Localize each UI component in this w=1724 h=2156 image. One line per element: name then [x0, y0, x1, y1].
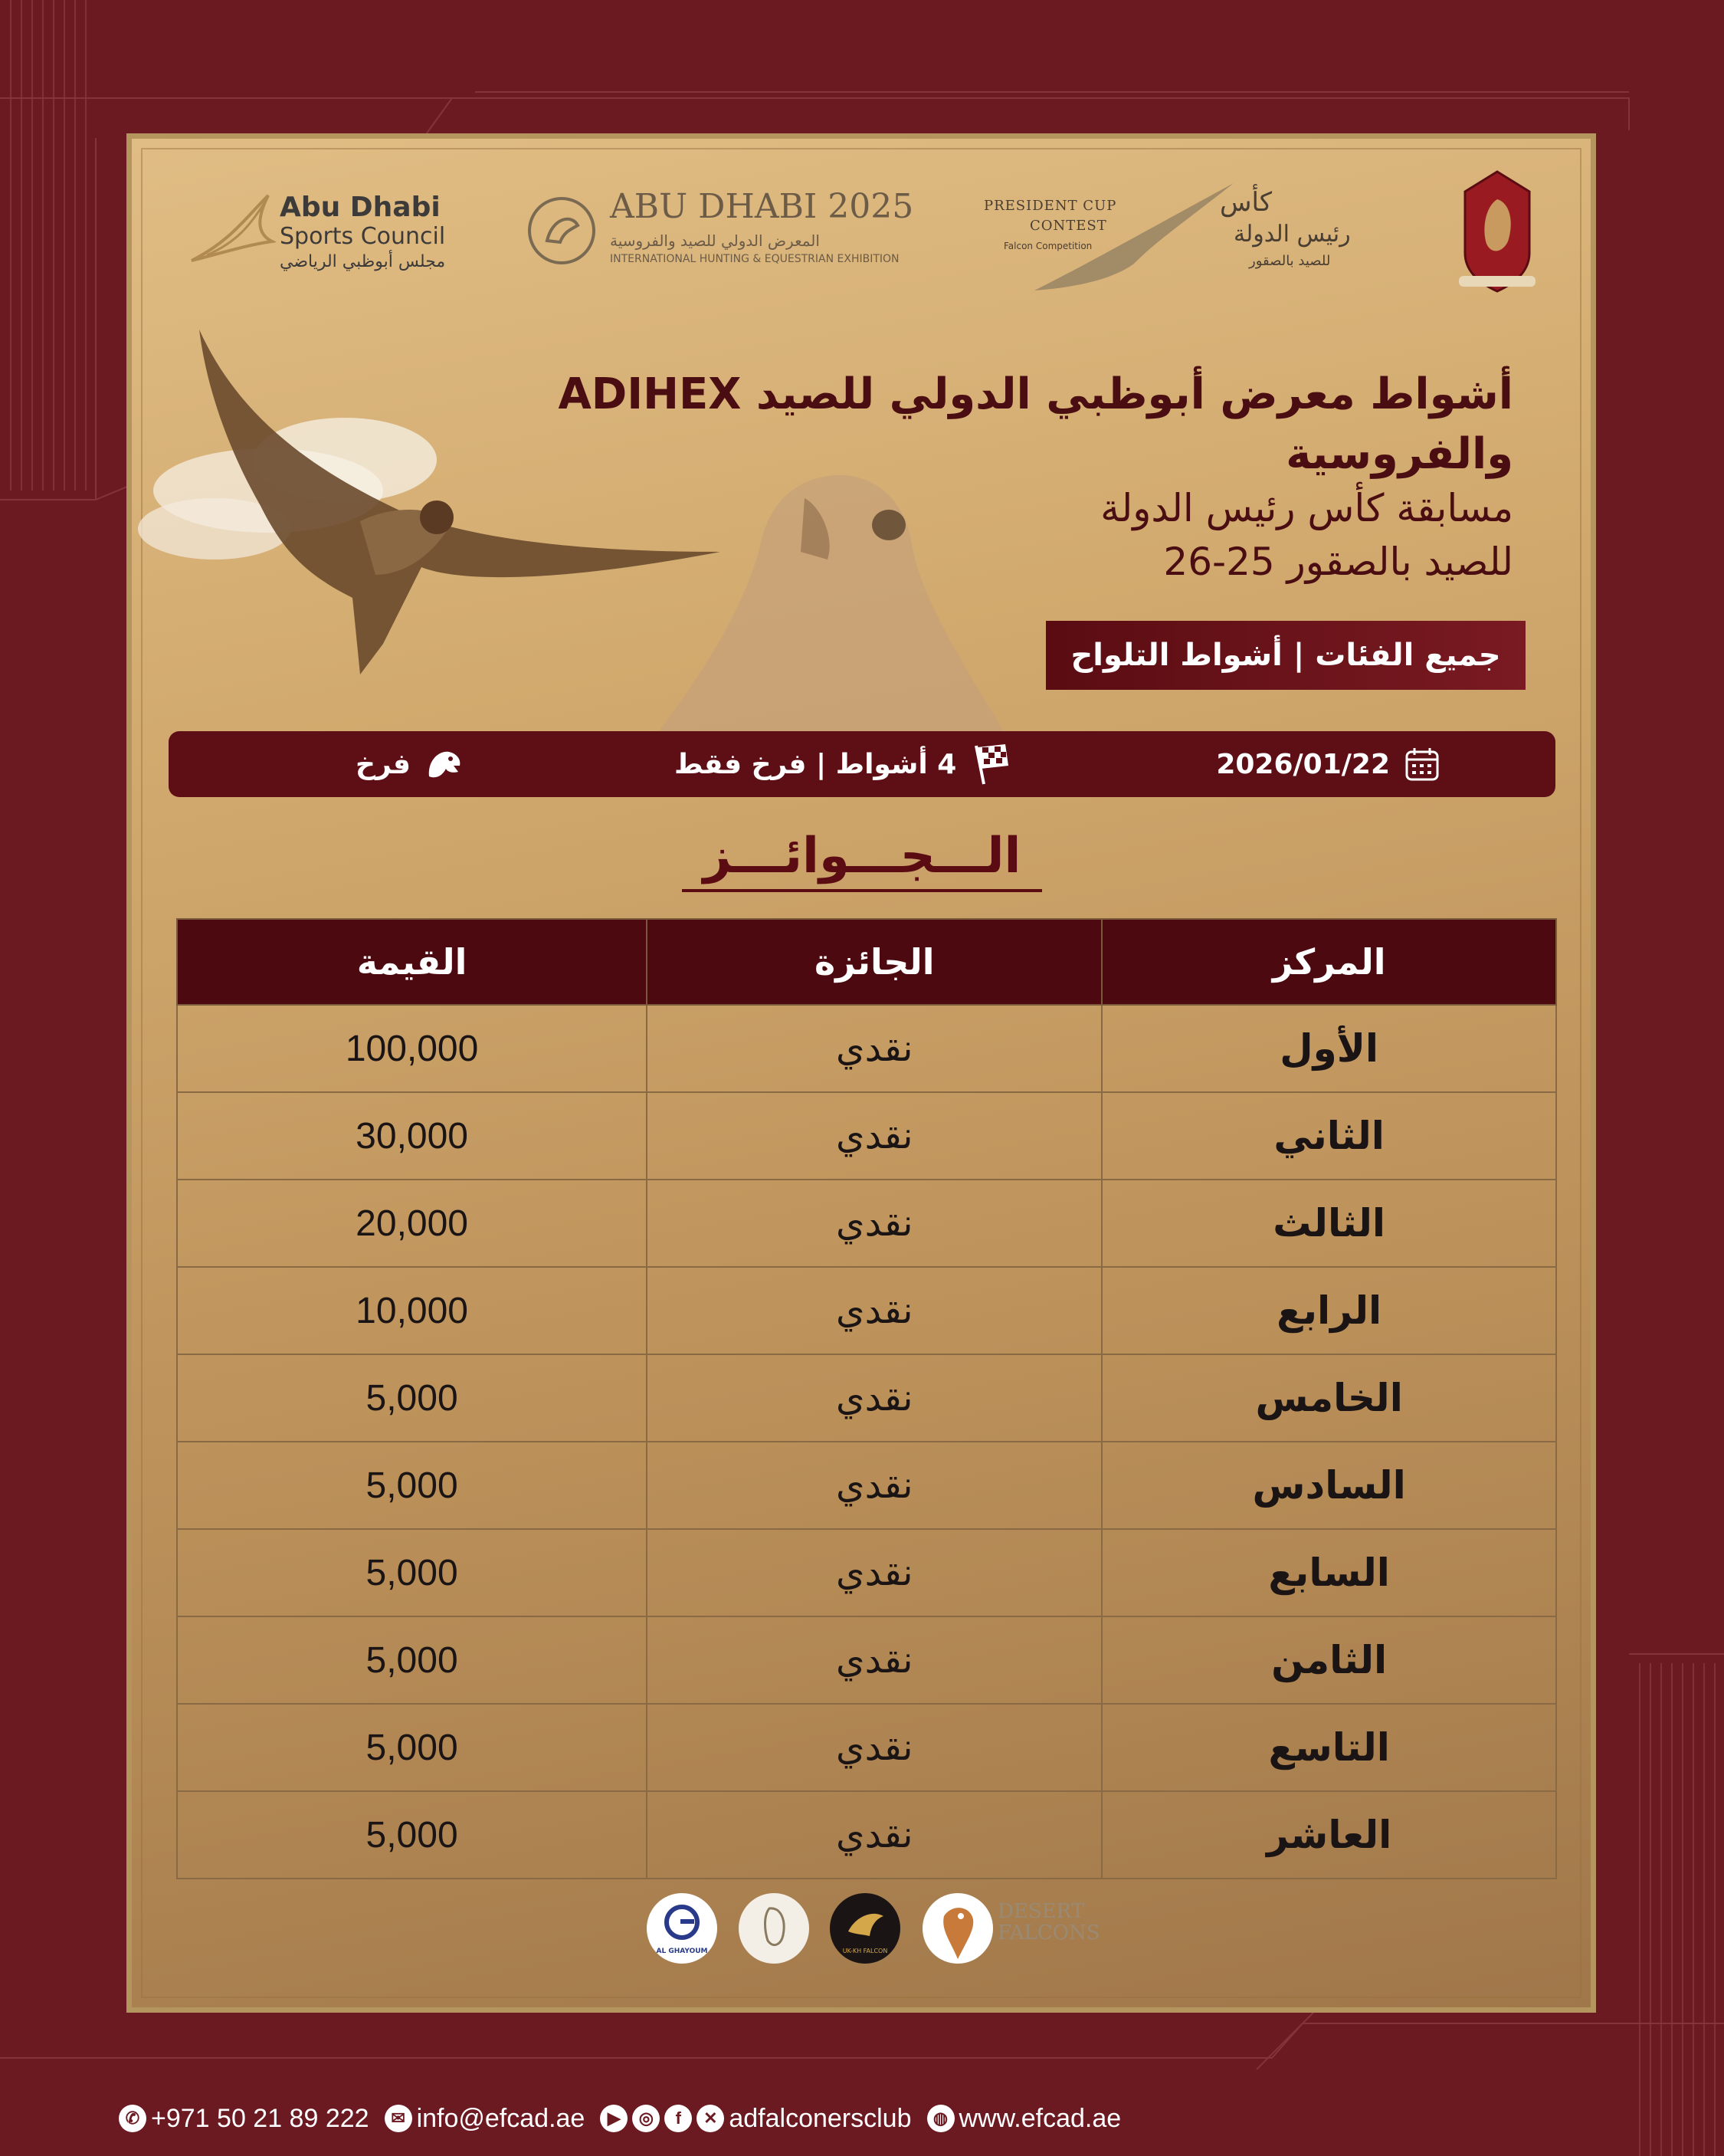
row-value: 100,000 [177, 1005, 647, 1092]
page-title-line1: أشواط معرض أبوظبي الدولي للصيد ADIHEX [558, 369, 1513, 419]
row-value: 5,000 [177, 1529, 647, 1616]
adihex-subtitle-en: INTERNATIONAL HUNTING & EQUESTRIAN EXHIBITION [610, 253, 900, 265]
row-value: 5,000 [177, 1354, 647, 1442]
column-header-prize: الجائزة [647, 919, 1102, 1005]
president-cup-falcon-icon [1027, 179, 1241, 294]
row-value: 20,000 [177, 1180, 647, 1267]
globe-icon: ◍ [927, 2105, 955, 2132]
prizes-title-underline [682, 889, 1042, 892]
desert-falcons-wordmark [998, 1901, 1100, 1944]
event-heats [674, 731, 1010, 797]
falcon-portrait-illustration [644, 460, 1042, 731]
row-position: السادس [1102, 1442, 1556, 1529]
calendar-icon [1404, 746, 1440, 783]
row-position: الثاني [1102, 1092, 1556, 1180]
president-cup-en-line3: Falcon Competition [1004, 241, 1093, 251]
footer-email[interactable]: info@efcad.ae [416, 2103, 585, 2133]
sports-council-name-ar: مجلس أبوظبي الرياضي [280, 252, 446, 271]
contact-footer [119, 2097, 1121, 2140]
row-prize: نقدي [647, 1092, 1102, 1180]
table-row [177, 1529, 1556, 1616]
al-ghayoum-logo [647, 1893, 717, 1964]
sports-council-name-line1: Abu Dhabi [280, 192, 441, 223]
adihex-logo [526, 187, 914, 271]
row-prize: نقدي [647, 1791, 1102, 1879]
youtube-icon[interactable]: ▶ [600, 2105, 628, 2132]
desert-falcons-line1: DESERT [998, 1900, 1085, 1923]
row-position: الخامس [1102, 1354, 1556, 1442]
email-icon: ✉ [385, 2105, 412, 2132]
prizes-table-header [177, 919, 1556, 1005]
subtitle-line1: مسابقة كأس رئيس الدولة [1100, 486, 1513, 530]
president-cup-ar-line2: رئيس الدولة [1234, 221, 1351, 248]
row-position: الثامن [1102, 1616, 1556, 1704]
row-prize: نقدي [647, 1180, 1102, 1267]
footer-phone[interactable]: +971 50 21 89 222 [151, 2103, 369, 2133]
row-prize: نقدي [647, 1442, 1102, 1529]
adihex-emblem-icon [526, 195, 598, 267]
event-heats-text: 4 أشواط | فرخ فقط [674, 748, 957, 780]
table-row [177, 1180, 1556, 1267]
president-cup-logo [981, 179, 1349, 294]
page-title-line2: والفروسية [1286, 429, 1513, 479]
row-position: العاشر [1102, 1791, 1556, 1879]
whatsapp-icon: ✆ [119, 2105, 146, 2132]
row-prize: نقدي [647, 1267, 1102, 1354]
row-value: 10,000 [177, 1267, 647, 1354]
row-value: 5,000 [177, 1791, 647, 1879]
row-prize: نقدي [647, 1354, 1102, 1442]
desert-falcons-line2: FALCONS [998, 1921, 1100, 1944]
event-category-text: فرخ [356, 748, 411, 780]
row-value: 5,000 [177, 1616, 647, 1704]
sports-council-name-line2: Sports Council [280, 223, 446, 250]
facebook-icon[interactable]: f [664, 2105, 692, 2132]
table-row [177, 1267, 1556, 1354]
president-cup-en-line1: PRESIDENT CUP [984, 198, 1117, 214]
al-ghayoum-text: AL GHAYOUM [656, 1948, 708, 1955]
table-row [177, 1616, 1556, 1704]
president-cup-ar-line1: كأس [1220, 187, 1273, 218]
row-value: 5,000 [177, 1704, 647, 1791]
category-badge: جميع الفئات | أشواط التلواح [1046, 621, 1526, 690]
adihex-title: ABU DHABI 2025 [610, 187, 914, 226]
sports-council-emblem-icon [184, 188, 276, 272]
row-prize: نقدي [647, 1616, 1102, 1704]
president-cup-en-line2: CONTEST [1030, 218, 1107, 234]
uk-falcon-logo [830, 1893, 900, 1964]
footer-social-handle[interactable]: adfalconersclub [729, 2103, 912, 2133]
row-prize: نقدي [647, 1529, 1102, 1616]
president-cup-ar-line3: للصيد بالصقور [1249, 253, 1331, 269]
adihex-subtitle-ar: المعرض الدولي للصيد والفروسية [610, 231, 820, 250]
prizes-table [176, 918, 1557, 1879]
event-date [1216, 731, 1440, 797]
row-position: الأول [1102, 1005, 1556, 1092]
subtitle-line2: للصيد بالصقور 25-26 [1163, 540, 1513, 584]
table-row [177, 1005, 1556, 1092]
table-row [177, 1791, 1556, 1879]
row-position: الثالث [1102, 1180, 1556, 1267]
column-header-position: المركز [1102, 919, 1556, 1005]
table-row [177, 1092, 1556, 1180]
row-value: 30,000 [177, 1092, 647, 1180]
sponsor-falcon-logo [739, 1893, 809, 1964]
table-row [177, 1704, 1556, 1791]
row-value: 5,000 [177, 1442, 647, 1529]
falcon-head-icon [424, 746, 463, 783]
row-position: التاسع [1102, 1704, 1556, 1791]
footer-website[interactable]: www.efcad.ae [959, 2103, 1122, 2133]
row-position: الرابع [1102, 1267, 1556, 1354]
falcon-crest-icon [1453, 169, 1542, 294]
event-info-bar [169, 731, 1555, 797]
table-row [177, 1442, 1556, 1529]
column-header-value: القيمة [177, 919, 647, 1005]
instagram-icon[interactable]: ◎ [632, 2105, 660, 2132]
event-category [356, 731, 463, 797]
prizes-title: الـــجـــوائـــز [703, 828, 1021, 884]
x-icon[interactable]: ✕ [696, 2105, 724, 2132]
row-prize: نقدي [647, 1005, 1102, 1092]
desert-falcons-logo [923, 1893, 993, 1964]
table-row [177, 1354, 1556, 1442]
row-position: السابع [1102, 1529, 1556, 1616]
event-date-text: 2026/01/22 [1216, 748, 1390, 780]
uk-falcon-text: UK-KH FALCON [842, 1948, 888, 1954]
sports-council-logo [184, 188, 446, 272]
row-prize: نقدي [647, 1704, 1102, 1791]
checkered-flag-icon [970, 743, 1010, 786]
